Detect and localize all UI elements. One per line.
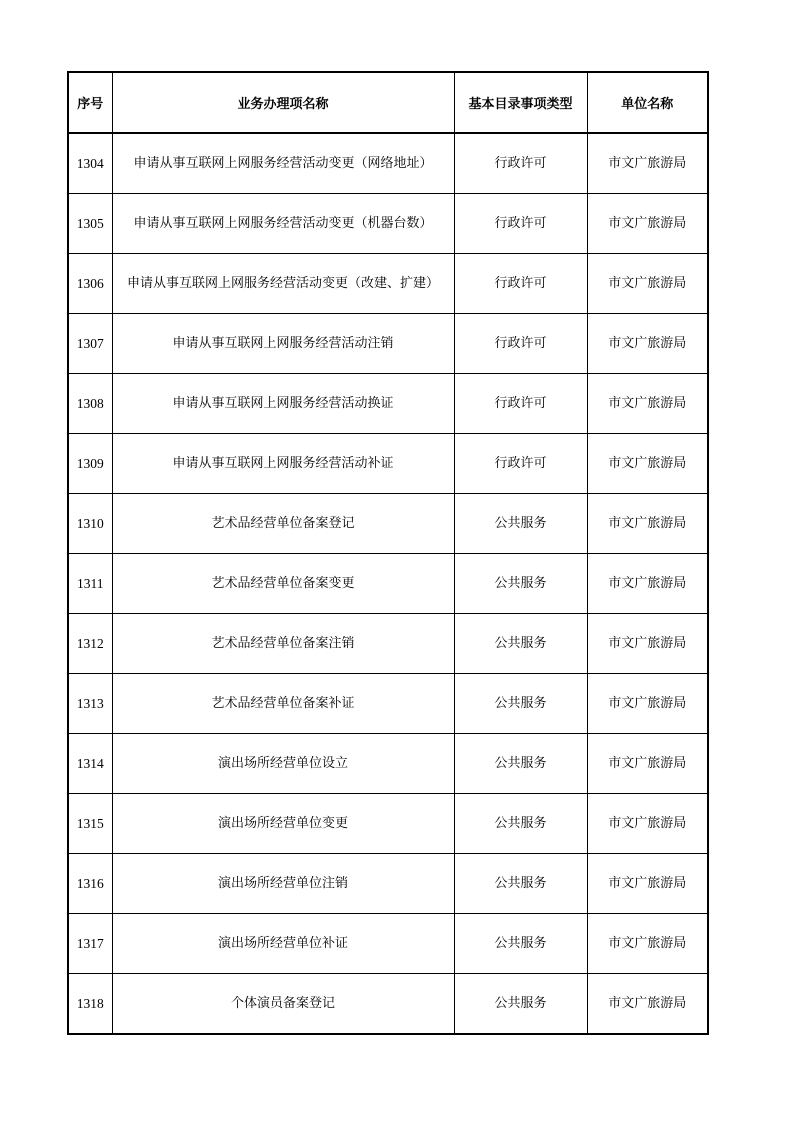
column-header-unit-name: 单位名称 [587, 72, 708, 133]
cell-serial-number: 1305 [68, 194, 112, 254]
cell-serial-number: 1310 [68, 494, 112, 554]
cell-unit-name: 市文广旅游局 [587, 494, 708, 554]
table-body [68, 133, 708, 1034]
cell-unit-name: 市文广旅游局 [587, 674, 708, 734]
cell-item-name: 申请从事互联网上网服务经营活动变更（网络地址） [112, 133, 454, 194]
table-header-row [68, 72, 708, 133]
cell-item-name: 演出场所经营单位补证 [112, 914, 454, 974]
cell-unit-name: 市文广旅游局 [587, 734, 708, 794]
cell-serial-number: 1312 [68, 614, 112, 674]
column-header-serial-number: 序号 [68, 72, 112, 133]
cell-serial-number: 1315 [68, 794, 112, 854]
column-header-item-name: 业务办理项名称 [112, 72, 454, 133]
table-row [68, 614, 708, 674]
cell-item-type: 公共服务 [454, 854, 587, 914]
table-row [68, 314, 708, 374]
cell-item-name: 艺术品经营单位备案注销 [112, 614, 454, 674]
cell-unit-name: 市文广旅游局 [587, 554, 708, 614]
cell-serial-number: 1313 [68, 674, 112, 734]
table-row [68, 674, 708, 734]
cell-item-name: 申请从事互联网上网服务经营活动变更（机器台数） [112, 194, 454, 254]
cell-item-name: 演出场所经营单位注销 [112, 854, 454, 914]
cell-item-name: 申请从事互联网上网服务经营活动注销 [112, 314, 454, 374]
cell-item-type: 公共服务 [454, 794, 587, 854]
table-row [68, 854, 708, 914]
cell-item-type: 行政许可 [454, 434, 587, 494]
table-row [68, 494, 708, 554]
cell-serial-number: 1306 [68, 254, 112, 314]
cell-unit-name: 市文广旅游局 [587, 374, 708, 434]
cell-item-name: 个体演员备案登记 [112, 974, 454, 1035]
cell-item-type: 公共服务 [454, 734, 587, 794]
cell-unit-name: 市文广旅游局 [587, 194, 708, 254]
cell-unit-name: 市文广旅游局 [587, 854, 708, 914]
cell-unit-name: 市文广旅游局 [587, 254, 708, 314]
table-row [68, 254, 708, 314]
table-row [68, 734, 708, 794]
table-row [68, 374, 708, 434]
cell-serial-number: 1311 [68, 554, 112, 614]
cell-item-type: 公共服务 [454, 674, 587, 734]
table-row [68, 974, 708, 1035]
cell-serial-number: 1314 [68, 734, 112, 794]
table-row [68, 133, 708, 194]
cell-item-type: 行政许可 [454, 314, 587, 374]
cell-item-name: 演出场所经营单位设立 [112, 734, 454, 794]
cell-unit-name: 市文广旅游局 [587, 314, 708, 374]
cell-item-name: 申请从事互联网上网服务经营活动变更（改建、扩建） [112, 254, 454, 314]
cell-item-type: 行政许可 [454, 194, 587, 254]
table-row [68, 434, 708, 494]
cell-serial-number: 1317 [68, 914, 112, 974]
table-row [68, 194, 708, 254]
cell-unit-name: 市文广旅游局 [587, 914, 708, 974]
cell-serial-number: 1304 [68, 133, 112, 194]
cell-unit-name: 市文广旅游局 [587, 434, 708, 494]
cell-item-type: 行政许可 [454, 374, 587, 434]
cell-item-name: 艺术品经营单位备案变更 [112, 554, 454, 614]
cell-item-type: 公共服务 [454, 974, 587, 1035]
column-header-item-type: 基本目录事项类型 [454, 72, 587, 133]
table-row [68, 554, 708, 614]
table-row [68, 794, 708, 854]
cell-serial-number: 1308 [68, 374, 112, 434]
cell-item-name: 艺术品经营单位备案补证 [112, 674, 454, 734]
service-items-table [67, 71, 709, 1035]
cell-serial-number: 1307 [68, 314, 112, 374]
cell-item-name: 艺术品经营单位备案登记 [112, 494, 454, 554]
cell-item-type: 公共服务 [454, 554, 587, 614]
cell-unit-name: 市文广旅游局 [587, 133, 708, 194]
table-row [68, 914, 708, 974]
cell-item-name: 演出场所经营单位变更 [112, 794, 454, 854]
cell-item-type: 公共服务 [454, 494, 587, 554]
cell-serial-number: 1309 [68, 434, 112, 494]
cell-item-name: 申请从事互联网上网服务经营活动换证 [112, 374, 454, 434]
cell-unit-name: 市文广旅游局 [587, 614, 708, 674]
cell-item-name: 申请从事互联网上网服务经营活动补证 [112, 434, 454, 494]
cell-unit-name: 市文广旅游局 [587, 794, 708, 854]
cell-serial-number: 1318 [68, 974, 112, 1035]
cell-item-type: 行政许可 [454, 133, 587, 194]
cell-unit-name: 市文广旅游局 [587, 974, 708, 1035]
cell-serial-number: 1316 [68, 854, 112, 914]
cell-item-type: 公共服务 [454, 914, 587, 974]
cell-item-type: 公共服务 [454, 614, 587, 674]
cell-item-type: 行政许可 [454, 254, 587, 314]
